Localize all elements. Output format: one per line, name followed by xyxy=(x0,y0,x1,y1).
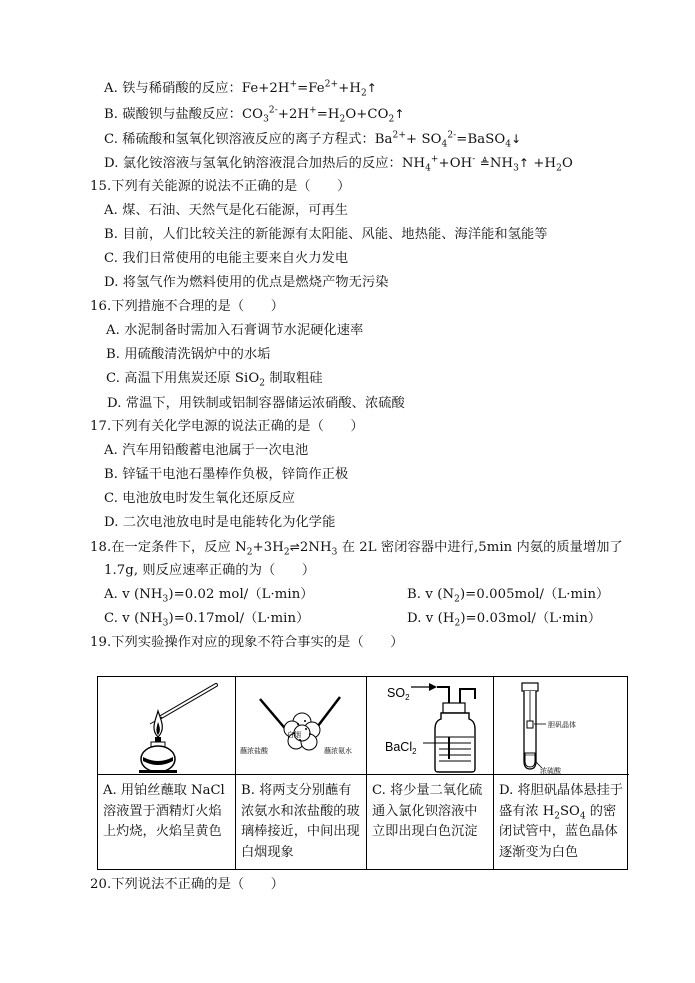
q19-cell-a-text: A. 用铂丝蘸取 NaCl 溶液置于酒精灯火焰上灼烧，火焰呈黄色 xyxy=(103,783,225,839)
gas-bottle-icon xyxy=(367,677,493,774)
acid-label: 浓硫酸 xyxy=(540,767,561,774)
flame-test-figure xyxy=(98,677,235,775)
white-smoke-figure xyxy=(236,677,366,775)
q19-cell-d xyxy=(493,677,629,869)
nh3-rod-label: 蘸浓氨水 xyxy=(324,747,352,755)
alcohol-lamp-icon xyxy=(98,677,234,774)
q17-option-b: B. 锌锰干电池石墨棒作负极，锌筒作正极 xyxy=(104,467,349,482)
q19-cell-d-text: D. 将胆矾晶体悬挂于盛有浓 $H_2SO_4$ 的密闭试管中，蓝色晶体逐渐变为白色 xyxy=(499,783,623,860)
q18-stem-line1: 18.在一定条件下，反应 $N_2+3H_2\rightleftharpoons 2NH_3$ 在 2L 密闭容器中进行,5min 内氨的质量增加了 xyxy=(90,540,623,558)
crystal-label: 胆矾晶体 xyxy=(548,721,576,729)
q19-cell-b-text: B. 将两支分别蘸有浓氨水和浓盐酸的玻璃棒接近，中间出现白烟现象 xyxy=(241,783,360,860)
q19-cell-c-text: C. 将少量二氧化硫通入氯化钡溶液中立即出现白色沉淀 xyxy=(372,783,483,839)
q18-option-c: C. v $(NH_3)=0.17mol/(L\cdot\min)$ xyxy=(104,611,310,629)
q17-option-d: D. 二次电池放电时是电能转化为化学能 xyxy=(104,515,336,530)
q19-cell-c xyxy=(366,677,493,869)
q16-option-a: A. 水泥制备时需加入石膏调节水泥硬化速率 xyxy=(106,323,364,338)
q16-option-b: B. 用硫酸清洗锅炉中的水垢 xyxy=(106,347,271,362)
q18-option-a: A. v $(NH_3)=0.02$ mol/（L·min） xyxy=(104,587,314,605)
q20-stem: 20.下列说法不正确的是（ ） xyxy=(90,877,285,892)
q18-option-d: D. v $(H_2)=0.03mol/(L\cdot\min)$ xyxy=(407,611,602,629)
q14-option-a: A. 铁与稀硝酸的反应：$Fe+2H^+=Fe^{2+}+H_2↑$ xyxy=(104,79,377,99)
glass-rods-icon xyxy=(236,677,366,774)
q19-table xyxy=(97,676,628,870)
q19-stem: 19.下列实验操作对应的现象不符合事实的是（ ） xyxy=(90,635,404,650)
q14-option-b: B. 碳酸钡与盐酸反应：$CO_3^{2-}+2H^+=H_2O+CO_2↑$ xyxy=(104,105,405,125)
q15-option-a: A. 煤、石油、天然气是化石能源，可再生 xyxy=(104,203,349,218)
q15-stem: 15.下列有关能源的说法不正确的是（ ） xyxy=(90,179,351,194)
q15-option-c: C. 我们日常使用的电能主要来自火力发电 xyxy=(104,251,349,266)
q16-option-d: D. 常温下，用铁制或铝制容器储运浓硝酸、浓硫酸 xyxy=(107,396,405,411)
q17-option-a: A. 汽车用铅酸蓄电池属于一次电池 xyxy=(104,443,309,458)
so2-label: $SO_2$ xyxy=(387,686,410,702)
q14-option-d: D. 氯化铵溶液与氢氧化钠溶液混合加热后的反应：$NH_4^++OH^-$ $≜NH_3↑ +H_2O$ xyxy=(104,154,573,174)
q18-stem-line2: 1.7g, 则反应速率正确的为（ ） xyxy=(104,563,316,578)
smoke-label: 白烟 xyxy=(287,731,301,739)
gas-washing-bottle-figure xyxy=(367,677,493,775)
hcl-rod-label: 蘸浓盐酸 xyxy=(240,747,268,755)
q19-cell-b xyxy=(235,677,366,869)
q17-option-c: C. 电池放电时发生氧化还原反应 xyxy=(104,491,296,506)
q15-option-b: B. 目前，人们比较关注的新能源有太阳能、风能、地热能、海洋能和氢能等 xyxy=(104,227,548,242)
q16-stem: 16.下列措施不合理的是（ ） xyxy=(90,299,285,314)
bacl2-label: BaCl$_2$ xyxy=(385,740,417,756)
q14-option-c: C. 稀硫酸和氢氧化钡溶液反应的离子方程式：$Ba^{2+}+$ $SO_4^{2-}=BaSO_4↓$ xyxy=(104,130,522,150)
q18-option-b: B. v $(N_2)=0.005mol/(L\cdot\min)$ xyxy=(407,587,610,605)
test-tube-icon xyxy=(494,677,629,774)
q19-cell-a xyxy=(98,677,235,869)
q17-stem: 17.下列有关化学电源的说法正确的是（ ） xyxy=(90,419,364,434)
sealed-tube-figure xyxy=(494,677,629,775)
q16-option-c: C. 高温下用焦炭还原 SiO$_2$ 制取粗硅 xyxy=(106,371,323,389)
q15-option-d: D. 将氢气作为燃料使用的优点是燃烧产物无污染 xyxy=(104,275,389,290)
